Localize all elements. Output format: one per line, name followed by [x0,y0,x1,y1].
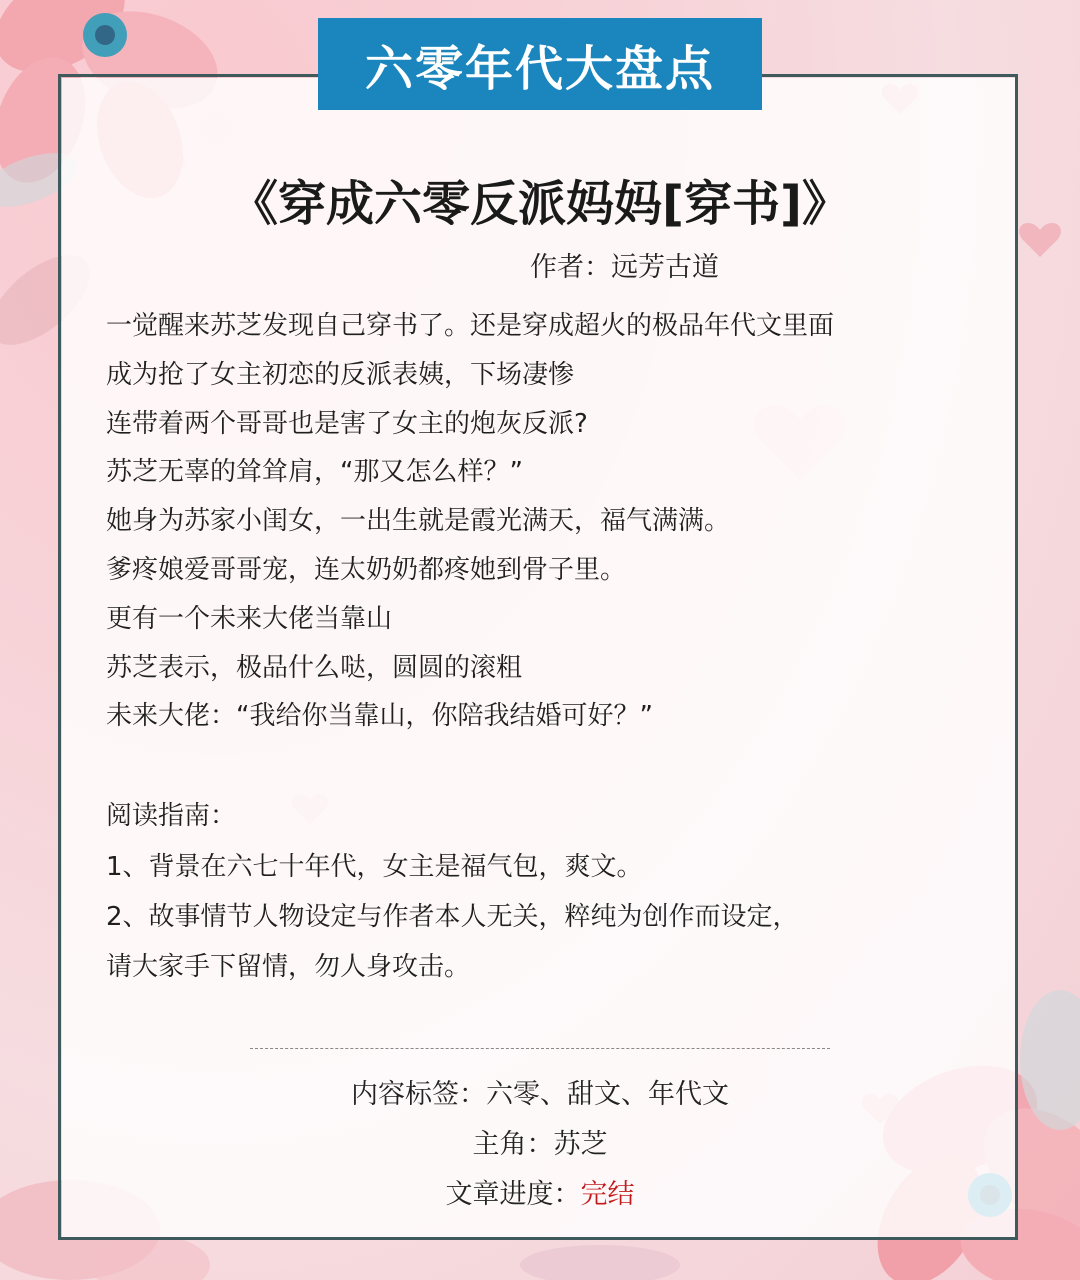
synopsis-line: 苏芝表示，极品什么哒，圆圆的滚粗 [106,652,523,683]
book-title: 《穿成六零反派妈妈[穿书]》 [230,176,850,232]
synopsis-line: 连带着两个哥哥也是害了女主的炮灰反派? [106,408,588,439]
status-value: 完结 [580,1179,635,1210]
protagonist-value: 苏芝 [553,1129,608,1160]
synopsis-line: 苏芝无辜的耸耸肩，“那又怎么样？” [106,457,523,488]
synopsis-line: 爹疼娘爱哥哥宠，连太奶奶都疼她到骨子里。 [106,554,627,585]
banner [318,18,762,110]
protagonist-label: 主角： [472,1129,554,1160]
status-line [0,1172,1080,1211]
guide-line: 1、背景在六七十年代，女主是福气包，爽文。 [106,852,643,882]
synopsis-line: 一觉醒来苏芝发现自己穿书了。还是穿成超火的极品年代文里面 [106,311,835,341]
tags-value: 六零、甜文、年代文 [486,1079,729,1110]
synopsis-line: 她身为苏家小闺女，一出生就是霞光满天，福气满满。 [106,506,731,537]
guide-line: 请大家手下留情，勿人身攻击。 [106,952,471,982]
protagonist-line [0,1122,1080,1161]
tags-label: 内容标签： [351,1079,486,1110]
dashed-divider [250,1048,830,1049]
synopsis-line: 成为抢了女主初恋的反派表姨，下场凄惨 [106,359,575,390]
guide-line: 2、故事情节人物设定与作者本人无关，粹纯为创作而设定， [106,902,799,932]
synopsis [106,302,966,741]
author-name: 远芳古道 [611,252,719,283]
reading-guide [106,842,799,992]
synopsis-line: 更有一个未来大佬当靠山 [106,603,393,634]
tags-line [0,1072,1080,1111]
synopsis-line: 未来大佬：“我给你当靠山，你陪我结婚可好？” [106,701,653,732]
banner-text: 六零年代大盘点 [364,40,715,97]
author-label: 作者： [530,252,611,283]
status-label: 文章进度： [445,1179,581,1210]
reading-guide-heading: 阅读指南： [106,801,237,831]
author-line [530,245,719,284]
